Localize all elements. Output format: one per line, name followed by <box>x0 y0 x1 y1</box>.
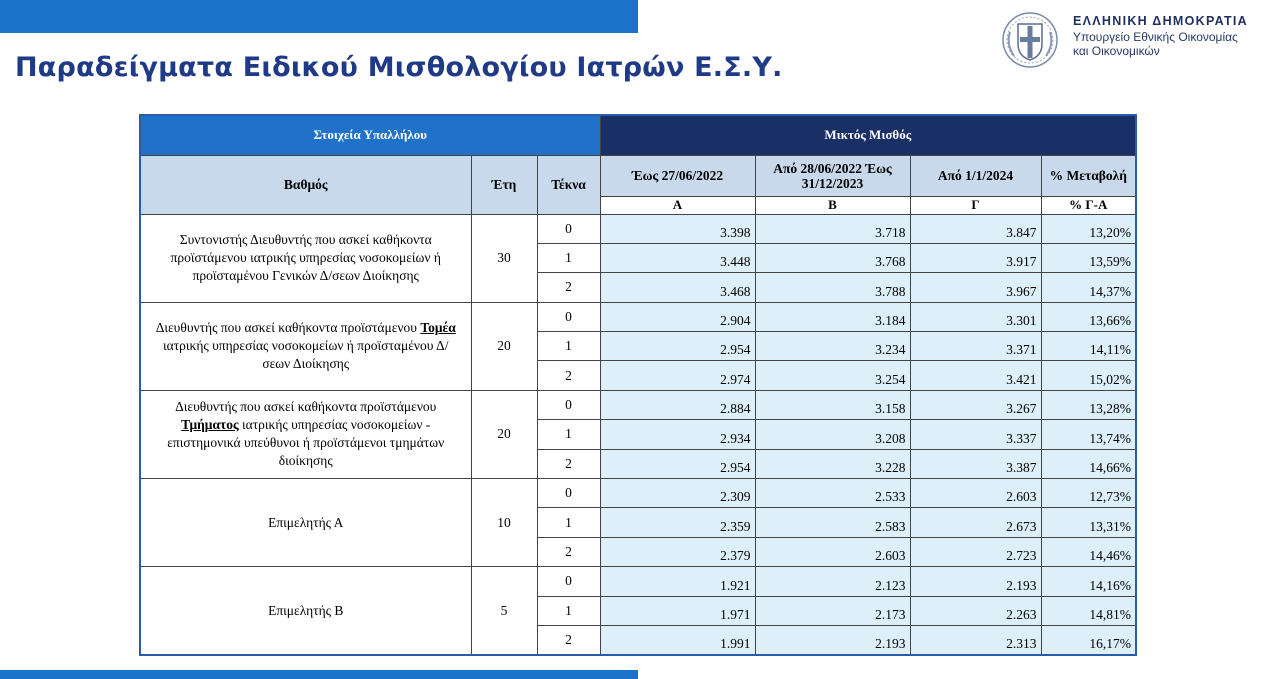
salary-b-cell: 3.234 <box>755 332 910 361</box>
salary-c-cell: 3.301 <box>910 302 1041 331</box>
pct-change-cell: 15,02% <box>1041 361 1136 390</box>
salary-c-cell: 2.313 <box>910 625 1041 654</box>
salary-b-cell: 2.123 <box>755 567 910 596</box>
salary-a-cell: 2.309 <box>600 479 755 508</box>
years-cell: 30 <box>471 214 537 302</box>
subheader-a: Α <box>600 196 755 214</box>
pct-change-cell: 12,73% <box>1041 479 1136 508</box>
organization-block <box>1073 14 1248 58</box>
children-cell: 1 <box>537 243 600 272</box>
salary-b-cell: 3.788 <box>755 273 910 302</box>
group-header-employee: Στοιχεία Υπαλλήλου <box>140 115 600 155</box>
grade-description-text: Επιμελητής Β <box>268 602 344 618</box>
group-header-gross-salary: Μικτός Μισθός <box>600 115 1136 155</box>
children-cell: 0 <box>537 567 600 596</box>
salary-a-cell: 3.398 <box>600 214 755 243</box>
salary-b-cell: 3.768 <box>755 243 910 272</box>
table-row <box>140 479 1136 508</box>
grade-description-emphasis: Τομέα <box>420 320 456 336</box>
grade-description <box>140 567 471 655</box>
column-header-pct: % Μεταβολή <box>1041 155 1136 196</box>
pct-change-cell: 14,46% <box>1041 537 1136 566</box>
pct-change-cell: 16,17% <box>1041 625 1136 654</box>
children-cell: 2 <box>537 537 600 566</box>
salary-c-cell: 3.967 <box>910 273 1041 302</box>
grade-description <box>140 479 471 567</box>
grade-description-text-rest: ιατρικής υπηρεσίας νοσοκομείων - επιστημονικά υπεύθυνοι ή προϊστάμενοι τμημάτων διοίκησης <box>167 417 445 469</box>
grade-description <box>140 390 471 478</box>
salary-a-cell: 2.359 <box>600 508 755 537</box>
salary-c-cell: 3.847 <box>910 214 1041 243</box>
pct-change-cell: 14,11% <box>1041 332 1136 361</box>
grade-description-emphasis: Τμήματος <box>181 417 239 433</box>
salary-b-cell: 3.254 <box>755 361 910 390</box>
column-header-years: Έτη <box>471 155 537 214</box>
salary-b-cell: 3.228 <box>755 449 910 478</box>
salary-a-cell: 2.884 <box>600 390 755 419</box>
salary-c-cell: 3.387 <box>910 449 1041 478</box>
years-cell: 5 <box>471 567 537 655</box>
subheader-c: Γ <box>910 196 1041 214</box>
salary-b-cell: 3.184 <box>755 302 910 331</box>
salary-a-cell: 1.921 <box>600 567 755 596</box>
salary-c-cell: 2.603 <box>910 479 1041 508</box>
grade-description <box>140 302 471 390</box>
column-header-children: Τέκνα <box>537 155 600 214</box>
column-header-b-line1: Από 28/06/2022 Έως <box>773 160 892 176</box>
children-cell: 0 <box>537 390 600 419</box>
salary-c-cell: 2.723 <box>910 537 1041 566</box>
salary-b-cell: 2.583 <box>755 508 910 537</box>
table-row <box>140 302 1136 331</box>
salary-a-cell: 3.468 <box>600 273 755 302</box>
grade-description <box>140 214 471 302</box>
salary-b-cell: 3.158 <box>755 390 910 419</box>
column-header-b <box>755 155 910 196</box>
children-cell: 2 <box>537 361 600 390</box>
hellenic-republic-emblem-icon <box>1000 10 1060 70</box>
salary-c-cell: 3.917 <box>910 243 1041 272</box>
salary-a-cell: 2.934 <box>600 420 755 449</box>
salary-a-cell: 2.904 <box>600 302 755 331</box>
pct-change-cell: 14,37% <box>1041 273 1136 302</box>
table-row <box>140 567 1136 596</box>
salary-b-cell: 3.208 <box>755 420 910 449</box>
salary-b-cell: 2.193 <box>755 625 910 654</box>
salary-c-cell: 3.421 <box>910 361 1041 390</box>
pct-change-cell: 13,31% <box>1041 508 1136 537</box>
ministry-name-line1: Υπουργείο Εθνικής Οικονομίας <box>1073 30 1238 44</box>
pct-change-cell: 14,16% <box>1041 567 1136 596</box>
column-header-a: Έως 27/06/2022 <box>600 155 755 196</box>
salary-c-cell: 2.673 <box>910 508 1041 537</box>
grade-description-text: Διευθυντής που ασκεί καθήκοντα προϊστάμενου <box>155 320 421 336</box>
children-cell: 1 <box>537 332 600 361</box>
salary-a-cell: 2.379 <box>600 537 755 566</box>
ministry-name-line2: και Οικονομικών <box>1073 44 1160 58</box>
subheader-pct: % Γ-Α <box>1041 196 1136 214</box>
column-header-c: Από 1/1/2024 <box>910 155 1041 196</box>
salary-c-cell: 2.263 <box>910 596 1041 625</box>
pct-change-cell: 13,74% <box>1041 420 1136 449</box>
salary-b-cell: 2.173 <box>755 596 910 625</box>
pct-change-cell: 13,59% <box>1041 243 1136 272</box>
salary-b-cell: 3.718 <box>755 214 910 243</box>
years-cell: 20 <box>471 302 537 390</box>
pct-change-cell: 14,81% <box>1041 596 1136 625</box>
salary-c-cell: 3.371 <box>910 332 1041 361</box>
subheader-b: Β <box>755 196 910 214</box>
pct-change-cell: 13,20% <box>1041 214 1136 243</box>
salary-a-cell: 1.971 <box>600 596 755 625</box>
pct-change-cell: 14,66% <box>1041 449 1136 478</box>
children-cell: 0 <box>537 302 600 331</box>
table-row <box>140 214 1136 243</box>
pct-change-cell: 13,66% <box>1041 302 1136 331</box>
salary-table-body <box>140 214 1136 655</box>
children-cell: 2 <box>537 449 600 478</box>
children-cell: 1 <box>537 508 600 537</box>
children-cell: 0 <box>537 214 600 243</box>
salary-table <box>139 114 1137 656</box>
bottom-accent-bar <box>0 670 638 679</box>
salary-a-cell: 1.991 <box>600 625 755 654</box>
salary-a-cell: 3.448 <box>600 243 755 272</box>
grade-description-text: Συντονιστής Διευθυντής που ασκεί καθήκοντα προϊστάμενου ιατρικής υπηρεσίας νοσοκομείων ή προϊσταμένου Γενικών Δ/σεων Διοίκησης <box>170 232 441 284</box>
salary-b-cell: 2.603 <box>755 537 910 566</box>
salary-c-cell: 3.337 <box>910 420 1041 449</box>
grade-description-text-rest: ιατρικής υπηρεσίας νοσοκομείων ή προϊσταμένου Δ/σεων Διοίκησης <box>163 338 449 372</box>
children-cell: 2 <box>537 273 600 302</box>
page-title: Παραδείγματα Ειδικού Μισθολογίου Ιατρών Ε.Σ.Υ. <box>15 52 783 83</box>
children-cell: 1 <box>537 596 600 625</box>
column-header-b-line2: 31/12/2023 <box>801 175 864 191</box>
salary-c-cell: 3.267 <box>910 390 1041 419</box>
country-name: ΕΛΛΗΝΙΚΗ ΔΗΜΟΚΡΑΤΙΑ <box>1073 14 1249 28</box>
grade-description-text: Διευθυντής που ασκεί καθήκοντα προϊστάμενου <box>175 399 437 415</box>
salary-a-cell: 2.974 <box>600 361 755 390</box>
children-cell: 2 <box>537 625 600 654</box>
grade-description-text: Επιμελητής Α <box>268 514 344 530</box>
salary-b-cell: 2.533 <box>755 479 910 508</box>
table-row <box>140 390 1136 419</box>
top-accent-bar <box>0 0 638 33</box>
salary-c-cell: 2.193 <box>910 567 1041 596</box>
children-cell: 1 <box>537 420 600 449</box>
column-header-grade: Βαθμός <box>140 155 471 214</box>
years-cell: 20 <box>471 390 537 478</box>
salary-a-cell: 2.954 <box>600 449 755 478</box>
pct-change-cell: 13,28% <box>1041 390 1136 419</box>
salary-a-cell: 2.954 <box>600 332 755 361</box>
years-cell: 10 <box>471 479 537 567</box>
children-cell: 0 <box>537 479 600 508</box>
